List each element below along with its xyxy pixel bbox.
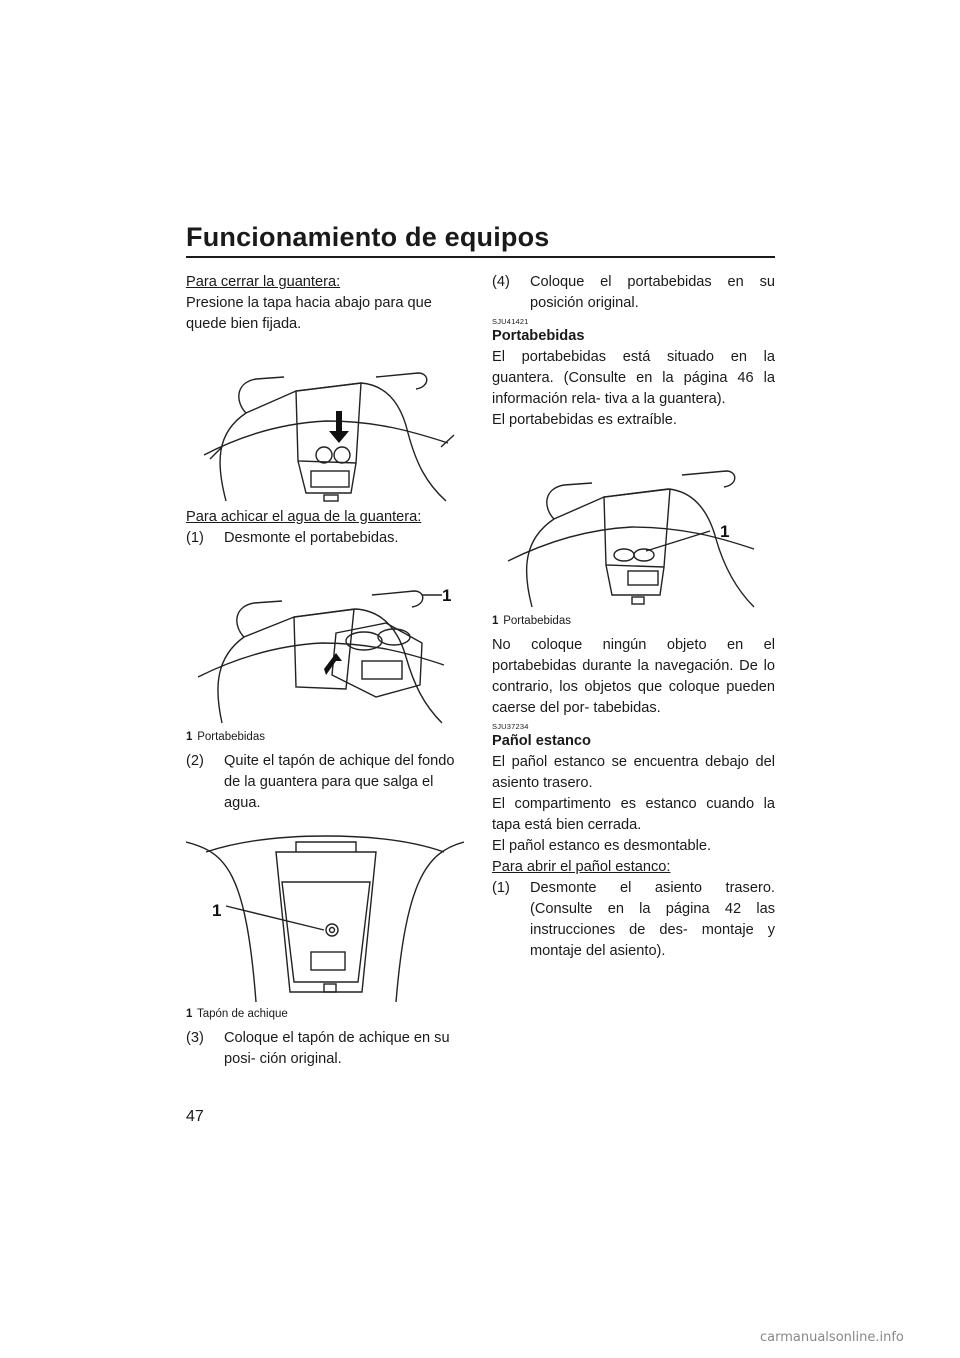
step-3 [186,1028,464,1070]
fig3-callout: 1 [212,901,222,920]
step-1-text: Desmonte el portabebidas. [224,530,399,546]
fig4-caption-text: Portabebidas [503,615,571,627]
fig4-callout: 1 [720,522,730,541]
section-code-portabebidas: SJU41421 [492,317,529,326]
fig2-caption-text: Portabebidas [197,731,265,743]
cupholder-removal-illustration [186,557,464,725]
open-step-1-number: (1) [492,880,510,896]
fig2-caption [186,729,464,745]
step-2 [186,751,464,814]
fig4-caption-number: 1 [492,615,499,627]
open-panol-heading: Para abrir el pañol estanco: [492,859,671,875]
portabebidas-text-2: El portabebidas es extraíble. [492,412,677,428]
step-4-text: Coloque el portabebidas en su posición original. [530,274,775,311]
portabebidas-heading: Portabebidas [492,328,585,344]
page-number: 47 [186,1108,204,1125]
step-4 [492,272,775,314]
right-column [492,272,775,962]
fig4-caption [492,613,775,629]
watermark: carmanualsonline.info [760,1330,904,1345]
portabebidas-text-1: El portabebidas está situado en la guantera. (Consulte en la página 46 la información rela- tiva a la guantera). [492,349,775,407]
panol-text-1: El pañol estanco se encuentra debajo del asiento trasero. [492,754,775,791]
step-2-number: (2) [186,753,204,769]
close-text: Presione la tapa hacia abajo para que quede bien fijada. [186,295,432,332]
open-step-1-text: Desmonte el asiento trasero. (Consulte en la página 42 las instrucciones de des- montaje y montaje del asiento). [530,880,775,959]
step-1 [186,528,464,549]
page-title: Funcionamiento de equipos [186,222,550,252]
cupholder-location-illustration [492,439,775,609]
section-code-panol: SJU37234 [492,722,529,731]
close-heading: Para cerrar la guantera: [186,274,341,290]
step-2-text: Quite el tapón de achique del fondo de la guantera para que salga el agua. [224,753,455,811]
left-column [186,272,464,1070]
drain-heading: Para achicar el agua de la guantera: [186,509,422,525]
step-3-number: (3) [186,1030,204,1046]
panol-text-2: El compartimento es estanco cuando la tapa está bien cerrada. [492,796,775,833]
glovebox-close-illustration [186,343,464,503]
panol-text-3: El pañol estanco es desmontable. [492,838,712,854]
fig2-caption-number: 1 [186,731,193,743]
fig2-callout: 1 [442,586,452,605]
step-3-text: Coloque el tapón de achique en su posi- ción original. [224,1030,450,1067]
fig3-caption [186,1006,464,1022]
panol-heading: Pañol estanco [492,733,591,749]
step-1-number: (1) [186,530,204,546]
open-step-1 [492,878,775,962]
fig3-caption-number: 1 [186,1008,193,1020]
drain-plug-illustration [186,822,464,1002]
warning-text: No coloque ningún objeto en el portabebidas durante la navegación. De lo contrario, los objetos que coloque pueden caerse del por- tabebidas. [492,637,775,716]
title-rule [186,256,775,258]
fig3-caption-text: Tapón de achique [197,1008,288,1020]
step-4-number: (4) [492,274,510,290]
